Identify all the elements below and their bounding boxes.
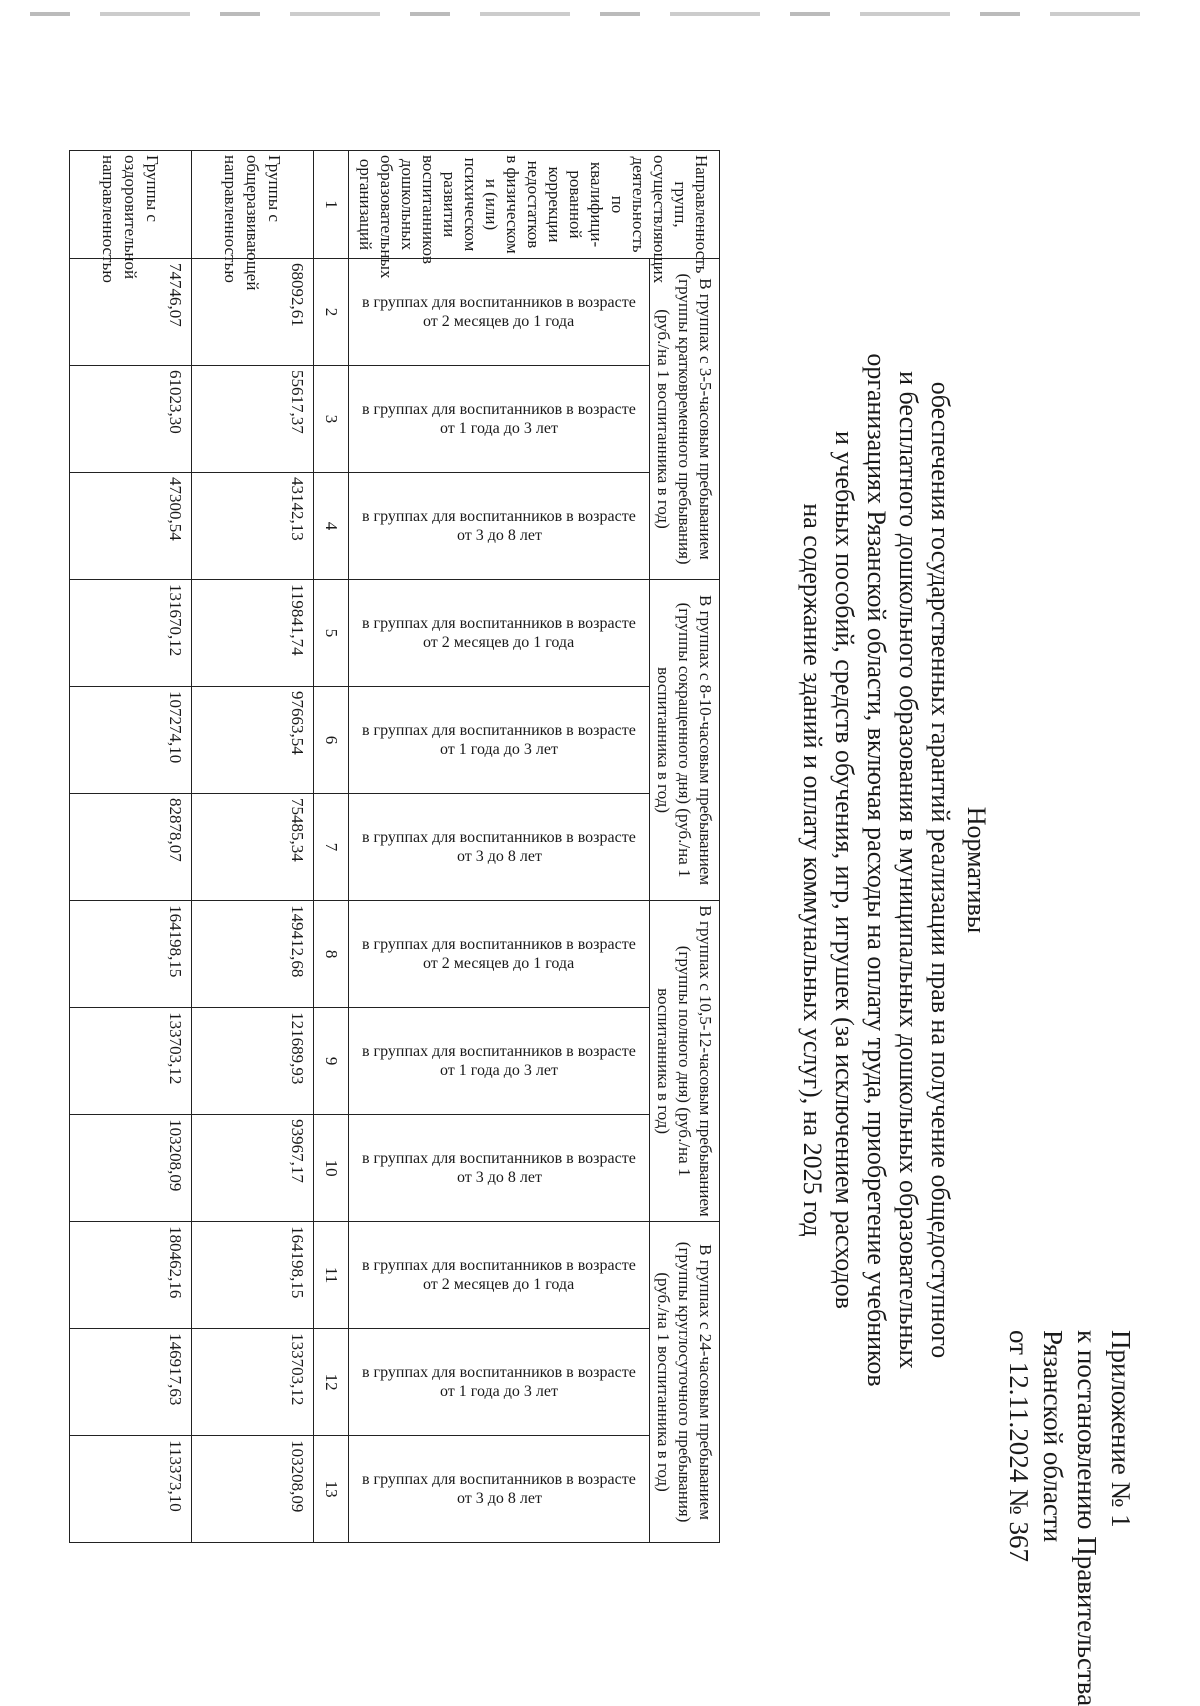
sub-header-cell: в группах для воспитанников в возрасте от 3 до 8 лет: [349, 1436, 650, 1543]
table-cell: 74746,07: [70, 259, 192, 366]
group-header-24-hour: В группах с 24-часовым пребыванием (группы круглосуточного пребывания) (руб./на 1 воспитанника в год): [650, 1222, 720, 1543]
table-row: [70, 151, 192, 1543]
table-cell: 82878,07: [70, 794, 192, 901]
column-number-row: [314, 151, 349, 1543]
column-number: 10: [314, 1115, 349, 1222]
column-number: 7: [314, 794, 349, 901]
table-cell: 61023,30: [70, 366, 192, 473]
table-cell: 103208,09: [192, 1436, 314, 1543]
sub-header-cell: в группах для воспитанников в возрасте от 3 до 8 лет: [349, 1115, 650, 1222]
group-header-row: [650, 151, 720, 1543]
group-header-short-stay: В группах с 3-5-часовым пребыванием (группы кратковременного пребывания) (руб./на 1 воспитанника в год): [650, 259, 720, 580]
table-cell: 75485,34: [192, 794, 314, 901]
table-cell: 93967,17: [192, 1115, 314, 1222]
direction-header: Направленность групп, осуществляющих деятельность по квалифици-рованной коррекции недостатков в физическом и (или) психическом развитии воспитанников дошкольных образовательных организаций: [349, 151, 720, 259]
column-number: 6: [314, 687, 349, 794]
table-cell: 55617,37: [192, 366, 314, 473]
table-cell: 133703,12: [192, 1329, 314, 1436]
table-cell: 131670,12: [70, 580, 192, 687]
sub-header-cell: в группах для воспитанников в возрасте от 2 месяцев до 1 года: [349, 901, 650, 1008]
appendix-note: [1002, 1330, 1138, 1706]
table-cell: 47300,54: [70, 473, 192, 580]
table-cell: 121689,93: [192, 1008, 314, 1115]
title-line: обеспечения государственных гарантий реализации прав на получение общедоступного: [926, 381, 955, 1359]
column-number: 1: [314, 151, 349, 259]
sub-header-cell: в группах для воспитанников в возрасте от 1 года до 3 лет: [349, 1008, 650, 1115]
sub-header-cell: в группах для воспитанников в возрасте от 1 года до 3 лет: [349, 687, 650, 794]
table-cell: 164198,15: [192, 1222, 314, 1329]
table-cell: 164198,15: [70, 901, 192, 1008]
column-number: 12: [314, 1329, 349, 1436]
title-heading: Нормативы: [962, 806, 991, 934]
appendix-line-4: от 12.11.2024 № 367: [1004, 1330, 1034, 1562]
row-label: Группы с оздоровительной направленностью: [70, 151, 192, 259]
table-cell: 149412,68: [192, 901, 314, 1008]
table-cell: 43142,13: [192, 473, 314, 580]
norms-table: [69, 150, 720, 1543]
column-number: 9: [314, 1008, 349, 1115]
title-line: и бесплатного дошкольного образования в муниципальных дошкольных образовательных: [894, 371, 923, 1369]
title-line: организациях Рязанской области, включая расходы на оплату труда, приобретение учебников: [862, 353, 891, 1387]
table-cell: 68092,61: [192, 259, 314, 366]
title-line: и учебных пособий, средств обучения, игр, игрушек (за исключением расходов: [830, 431, 859, 1309]
sub-header-cell: в группах для воспитанников в возрасте от 3 до 8 лет: [349, 473, 650, 580]
table-row: [192, 151, 314, 1543]
column-number: 11: [314, 1222, 349, 1329]
sub-header-cell: в группах для воспитанников в возрасте от 2 месяцев до 1 года: [349, 580, 650, 687]
group-header-reduced-day: В группах с 8-10-часовым пребыванием (группы сокращенного дня) (руб./на 1 воспитанника в год): [650, 580, 720, 901]
table-cell: 133703,12: [70, 1008, 192, 1115]
table-cell: 97663,54: [192, 687, 314, 794]
appendix-line-2: к постановлению Правительства: [1072, 1330, 1102, 1706]
appendix-line-1: Приложение № 1: [1106, 1330, 1136, 1528]
column-number: 5: [314, 580, 349, 687]
table-cell: 146917,63: [70, 1329, 192, 1436]
column-number: 13: [314, 1436, 349, 1543]
group-header-full-day: В группах с 10,5-12-часовым пребыванием (группы полного дня) (руб./на 1 воспитанника в год): [650, 901, 720, 1222]
sub-header-cell: в группах для воспитанников в возрасте от 1 года до 3 лет: [349, 366, 650, 473]
appendix-line-3: Рязанской области: [1038, 1330, 1068, 1543]
title-line: на содержание зданий и оплату коммунальных услуг), на 2025 год: [798, 503, 827, 1237]
sub-header-cell: в группах для воспитанников в возрасте от 3 до 8 лет: [349, 794, 650, 901]
column-number: 3: [314, 366, 349, 473]
table-cell: 107274,10: [70, 687, 192, 794]
table-cell: 180462,16: [70, 1222, 192, 1329]
sub-header-cell: в группах для воспитанников в возрасте от 2 месяцев до 1 года: [349, 1222, 650, 1329]
table-cell: 103208,09: [70, 1115, 192, 1222]
sub-header-row: [349, 151, 650, 1543]
column-number: 8: [314, 901, 349, 1008]
table-cell: 113373,10: [70, 1436, 192, 1543]
column-number: 4: [314, 473, 349, 580]
sub-header-cell: в группах для воспитанников в возрасте от 1 года до 3 лет: [349, 1329, 650, 1436]
sub-header-cell: в группах для воспитанников в возрасте от 2 месяцев до 1 года: [349, 259, 650, 366]
column-number: 2: [314, 259, 349, 366]
document-title: [796, 180, 992, 1560]
row-label: Группы с общеразвивающей направленностью: [192, 151, 314, 259]
table-cell: 119841,74: [192, 580, 314, 687]
